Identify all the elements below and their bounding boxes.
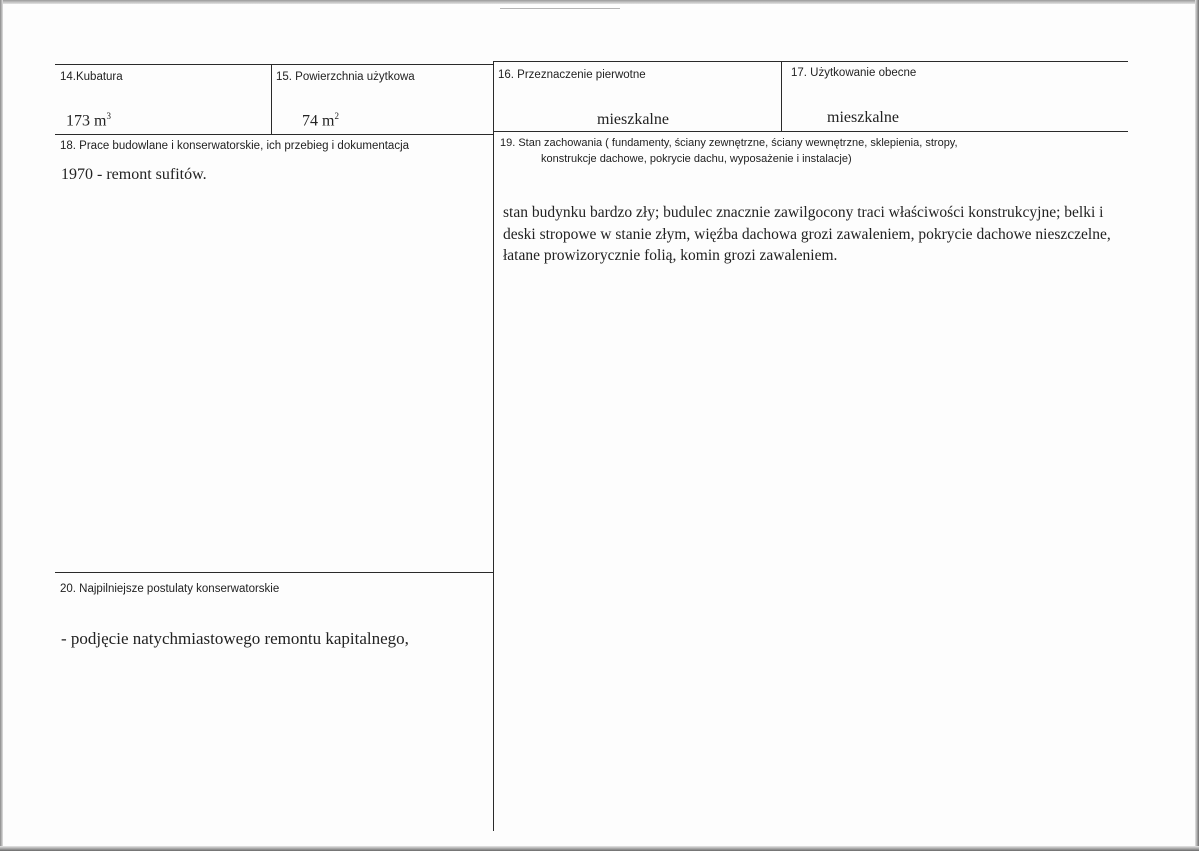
powierzchnia-unit-exponent: 2 — [334, 111, 339, 121]
postulaty-separator — [55, 572, 493, 573]
przeznaczenie-label: 16. Przeznaczenie pierwotne — [498, 69, 646, 81]
stan-label-line2: konstrukcje dachowe, pokrycie dachu, wyposażenie i instalacje) — [541, 153, 852, 165]
col-divider-2 — [493, 61, 494, 831]
form-top-line — [55, 64, 493, 65]
uzytkowanie-label: 17. Użytkowanie obecne — [791, 67, 917, 79]
powierzchnia-number: 74 m — [302, 112, 335, 130]
kubatura-label: 14.Kubatura — [60, 71, 123, 83]
powierzchnia-label: 15. Powierzchnia użytkowa — [276, 71, 415, 83]
scan-mark — [500, 8, 620, 9]
prace-label: 18. Prace budowlane i konserwatorskie, ich przebieg i dokumentacja — [60, 140, 410, 152]
uzytkowanie-value: mieszkalne — [827, 109, 899, 126]
col-divider-1 — [271, 64, 272, 134]
postulaty-value: - podjęcie natychmiastowego remontu kapitalnego, — [61, 629, 409, 648]
stan-value: stan budynku bardzo zły; budulec znacznie zawilgocony traci właściwości konstrukcyjne; belki i deski stropowe w stanie złym, więźba dachowa grozi zawaleniem, pokrycie dachowe nieszczelne, łatane prowizorycznie folią, komin grozi zawaleniem. — [503, 204, 1111, 264]
prace-value: 1970 - remont sufitów. — [61, 166, 207, 183]
scan-edge-left — [0, 0, 3, 851]
kubatura-number: 173 m — [66, 112, 107, 130]
kubatura-unit-exponent: 3 — [106, 111, 111, 121]
powierzchnia-value — [302, 111, 339, 130]
przeznaczenie-value: mieszkalne — [597, 111, 669, 128]
row-separator-left — [55, 134, 493, 135]
scan-edge-bottom — [0, 846, 1199, 851]
row-separator-right — [493, 131, 1128, 132]
kubatura-value — [66, 111, 111, 130]
postulaty-label: 20. Najpilniejsze postulaty konserwatorskie — [60, 583, 280, 595]
stan-label-line1: 19. Stan zachowania ( fundamenty, ściany zewnętrzne, ściany wewnętrzne, sklepienia, stropy, — [500, 137, 958, 149]
scan-edge-top — [0, 0, 1199, 4]
scan-edge-right — [1195, 0, 1199, 851]
col-divider-3 — [781, 61, 782, 131]
form-top-line-right — [493, 61, 1128, 62]
